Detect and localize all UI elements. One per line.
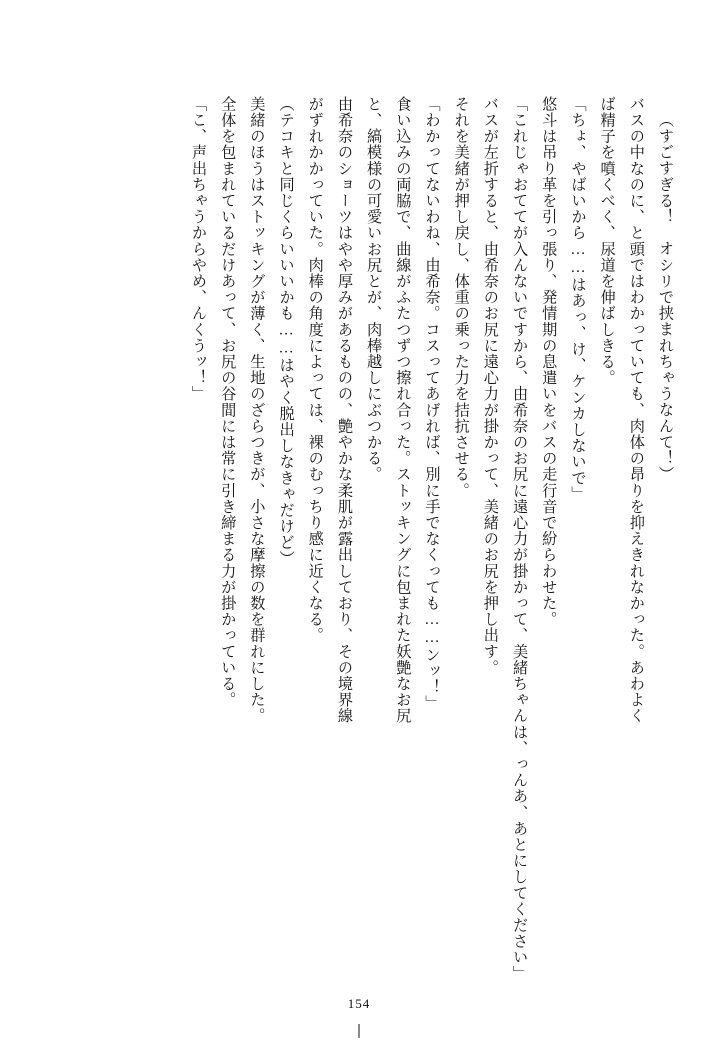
body-line: 「こ、声出ちゃうからやめ、んくうッ！」: [190, 96, 207, 402]
body-line: ば精子を噴くべく、尿道を伸ばしきる。: [598, 96, 616, 386]
body-line: と、縞模様の可愛いお尻とが、肉棒越しにぶつかる。: [365, 96, 383, 483]
vertical-text-body: [40, 96, 680, 982]
body-line: それを美緒が押し戻し、体重の乗った力を拮抗させる。: [452, 96, 470, 499]
body-line: バスが左折すると、由希奈のお尻に遠心力が掛かって、美緒のお尻を押し出す。: [481, 96, 499, 676]
body-line: 食い込みの両脇で、曲線がふたつずつ擦れ合った。ストッキングに包まれた妖艶なお尻: [394, 96, 412, 724]
body-line: 悠斗は吊り革を引っ張り、発情期の息遣いをバスの走行音で紛らわせた。: [540, 96, 558, 628]
body-line: （テコキと同じくらいいいかも……はやく脱出しなきゃだけど）: [277, 96, 295, 567]
body-line: （すごすぎる！ オシリで挟まれちゃうなんて！）: [657, 112, 674, 483]
page-number: 154: [347, 996, 371, 1011]
body-line: 「ちょ、やばいから……はあっ、け、ケンカしないで」: [569, 96, 587, 503]
body-line: 美緒のほうはストッキングが薄く、生地のざらつきが、小さな摩擦の数を群れにした。: [248, 96, 266, 724]
body-line: 全体を包まれているだけあって、お尻の谷間には常に引き締まる力が掛かっている。: [219, 96, 237, 708]
body-line: 「わかってないわね、由希奈。コスってあげれば、別に手でなくっても……ンッ！」: [423, 96, 441, 712]
body-line: がずれかかっていた。肉棒の角度によっては、裸のむっちり感に近くなる。: [306, 96, 324, 644]
body-line: 由希奈のショーツはやや厚みがあるものの、艶やかな柔肌が露出しており、その境界線: [335, 96, 353, 724]
gutter-mark: [359, 1024, 360, 1038]
body-line: 「これじゃおててが入んないですから、由希奈のお尻に遠心力が掛かって、美緒ちゃんは、っんあ、あとにしてください」: [511, 96, 529, 982]
body-line: バスの中なのに、と頭ではわかっていても、肉体の昂りを抑えきれなかった。あわよく: [627, 96, 645, 724]
